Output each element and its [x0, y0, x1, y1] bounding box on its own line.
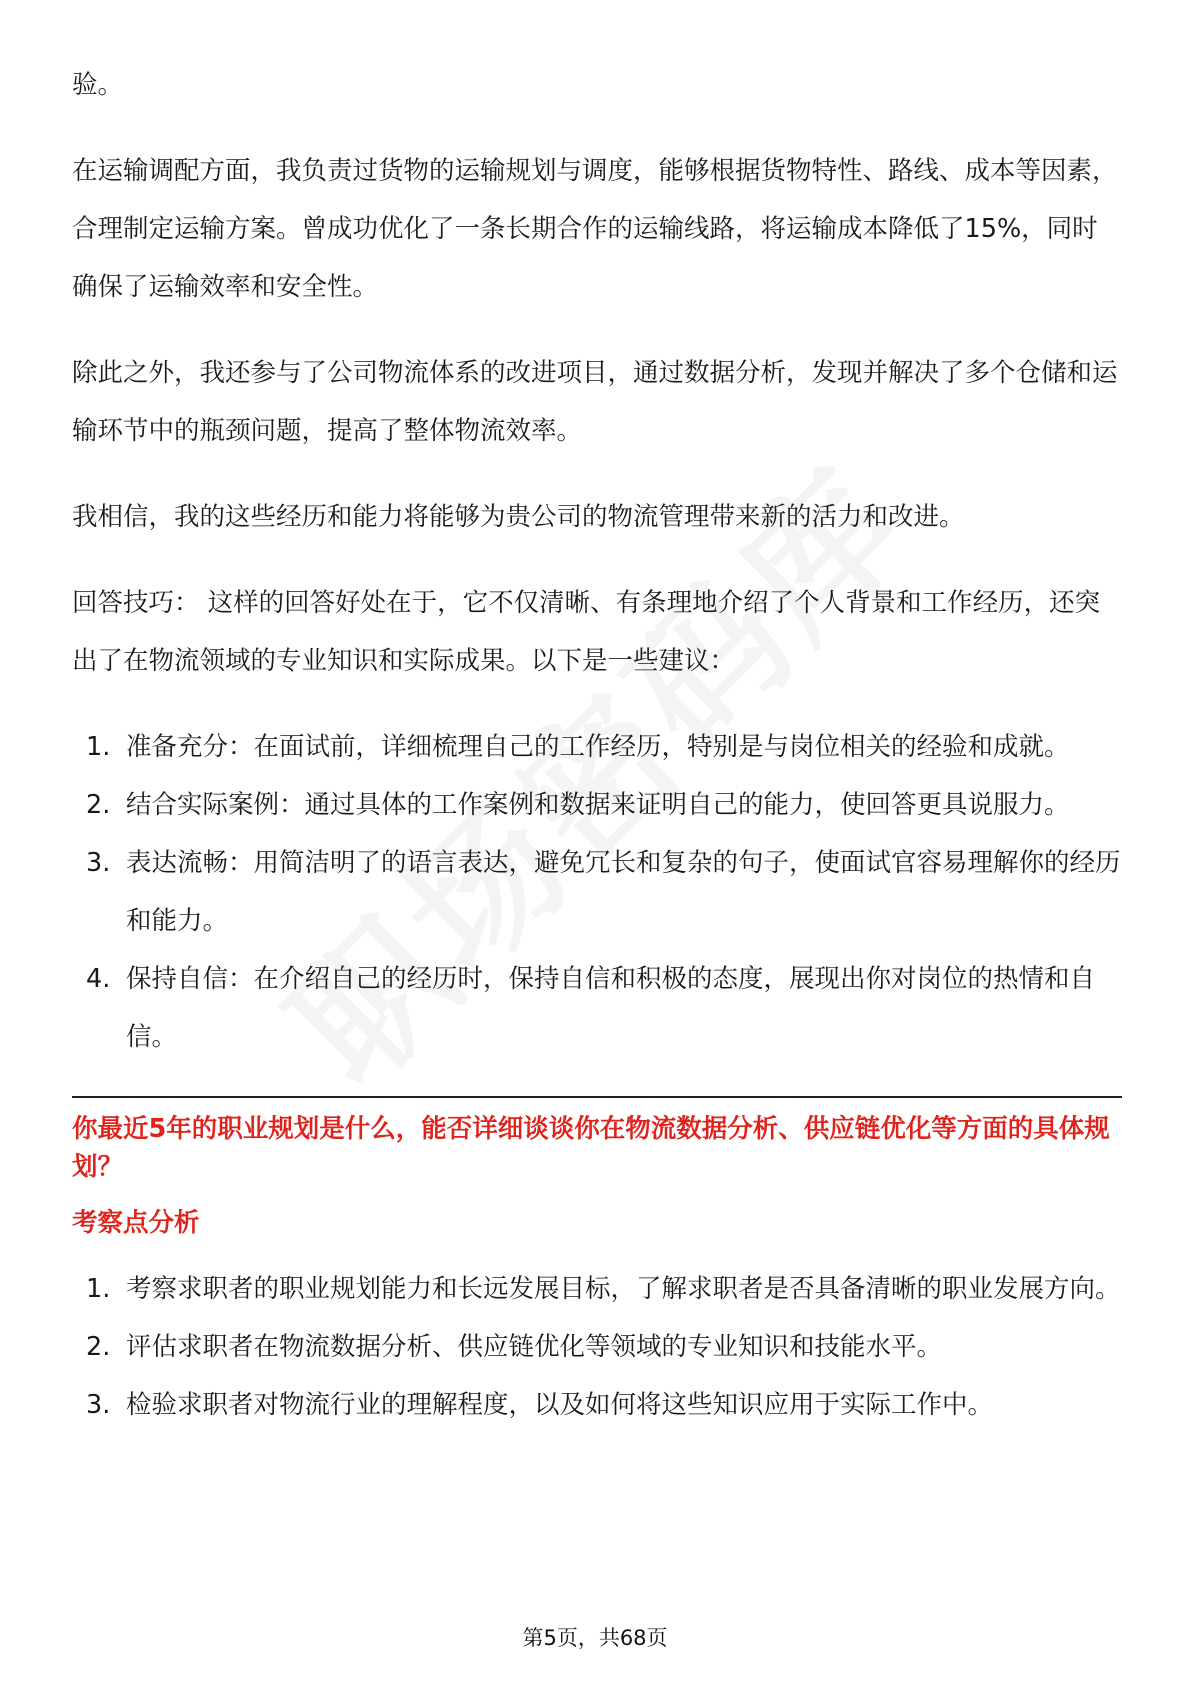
list-item — [72, 776, 1122, 834]
question-title: 你最近5年的职业规划是什么，能否详细谈谈你在物流数据分析、供应链优化等方面的具体规划？ — [72, 1114, 1110, 1182]
list-number: 3. — [86, 1390, 111, 1420]
list-item — [72, 950, 1122, 1066]
list-item — [72, 718, 1122, 776]
list-number: 1. — [86, 732, 111, 762]
tips-list — [72, 718, 1122, 1066]
question-subheading: 考察点分析 — [72, 1208, 200, 1238]
list-item — [72, 1318, 1122, 1376]
list-number: 3. — [86, 848, 111, 878]
list-number: 4. — [86, 964, 111, 994]
list-item — [72, 1260, 1122, 1318]
paragraph-belief: 我相信，我的这些经历和能力将能够为贵公司的物流管理带来新的活力和改进。 — [72, 502, 965, 532]
list-text: 表达流畅：用简洁明了的语言表达，避免冗长和复杂的句子，使面试官容易理解你的经历和能力。 — [126, 848, 1121, 936]
list-number: 2. — [86, 1332, 111, 1362]
list-number: 2. — [86, 790, 111, 820]
list-text: 结合实际案例：通过具体的工作案例和数据来证明自己的能力，使回答更具说服力。 — [126, 790, 1070, 820]
page-content — [72, 56, 1122, 1434]
paragraph-improvement: 除此之外，我还参与了公司物流体系的改进项目，通过数据分析，发现并解决了多个仓储和运输环节中的瓶颈问题，提高了整体物流效率。 — [72, 358, 1118, 446]
list-text: 考察求职者的职业规划能力和长远发展目标，了解求职者是否具备清晰的职业发展方向。 — [126, 1274, 1121, 1304]
list-item — [72, 834, 1122, 950]
page-footer: 第5页，共68页 — [522, 1626, 668, 1650]
list-item — [72, 1376, 1122, 1434]
section-divider — [72, 1096, 1122, 1098]
paragraph-continuation: 验。 — [72, 70, 124, 100]
list-text: 评估求职者在物流数据分析、供应链优化等领域的专业知识和技能水平。 — [126, 1332, 943, 1362]
list-text: 准备充分：在面试前，详细梳理自己的工作经历，特别是与岗位相关的经验和成就。 — [126, 732, 1070, 762]
paragraph-transport: 在运输调配方面，我负责过货物的运输规划与调度，能够根据货物特性、路线、成本等因素，合理制定运输方案。曾成功优化了一条长期合作的运输线路，将运输成本降低了15%，同时确保了运输效率和安全性。 — [72, 156, 1118, 302]
analysis-points-list — [72, 1260, 1122, 1434]
list-text: 保持自信：在介绍自己的经历时，保持自信和积极的态度，展现出你对岗位的热情和自信。 — [126, 964, 1096, 1052]
list-text: 检验求职者对物流行业的理解程度，以及如何将这些知识应用于实际工作中。 — [126, 1390, 994, 1420]
paragraph-answer-tips: 回答技巧： 这样的回答好处在于，它不仅清晰、有条理地介绍了个人背景和工作经历，还突出了在物流领域的专业知识和实际成果。以下是一些建议： — [72, 588, 1101, 676]
list-number: 1. — [86, 1274, 111, 1304]
